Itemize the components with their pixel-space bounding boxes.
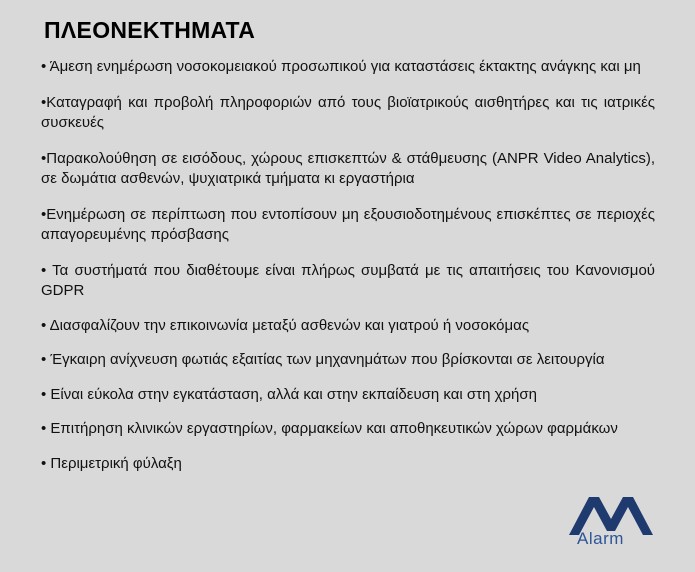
list-item: • Περιμετρική φύλαξη — [41, 454, 182, 472]
list-item: •Ενημέρωση σε περίπτωση που εντοπίσουν μη εξουσιοδοτημένους επισκέπτες σε περιοχές απαγορευμένης πρόσβασης — [41, 205, 655, 243]
list-item: • Έγκαιρη ανίχνευση φωτιάς εξαιτίας των μηχανημάτων που βρίσκονται σε λειτουργία — [41, 351, 605, 368]
company-logo — [565, 493, 657, 553]
logo-text: Alarm — [577, 529, 624, 548]
list-item: •Παρακολούθηση σε εισόδους, χώρους επισκεπτών & στάθμευσης (ANPR Video Analytics), σε δωμάτια ασθενών, ψυχιατρικά τμήματα κι εργαστήρια — [41, 149, 655, 187]
list-item: • Τα συστήματά που διαθέτουμε είναι πλήρως συμβατά με τις απαιτήσεις του Κανονισμού GDPR — [41, 261, 655, 299]
list-item: •Καταγραφή και προβολή πληροφοριών από τους βιοϊατρικούς αισθητήρες και τις ιατρικές συσκευές — [41, 93, 655, 131]
advantages-list — [41, 57, 655, 474]
list-item: • Επιτήρηση κλινικών εργαστηρίων, φαρμακείων και αποθηκευτικών χώρων φαρμάκων — [41, 420, 618, 437]
list-item: • Διασφαλίζουν την επικοινωνία μεταξύ ασθενών και γιατρού ή νοσοκόμας — [41, 316, 530, 334]
list-item: • Είναι εύκολα στην εγκατάσταση, αλλά και στην εκπαίδευση και στη χρήση — [41, 385, 537, 403]
slide-title: ΠΛΕΟΝΕΚΤΗΜΑΤΑ — [44, 17, 256, 43]
list-item: • Άμεση ενημέρωση νοσοκομειακού προσωπικού για καταστάσεις έκτακτης ανάγκης και μη — [41, 58, 641, 75]
